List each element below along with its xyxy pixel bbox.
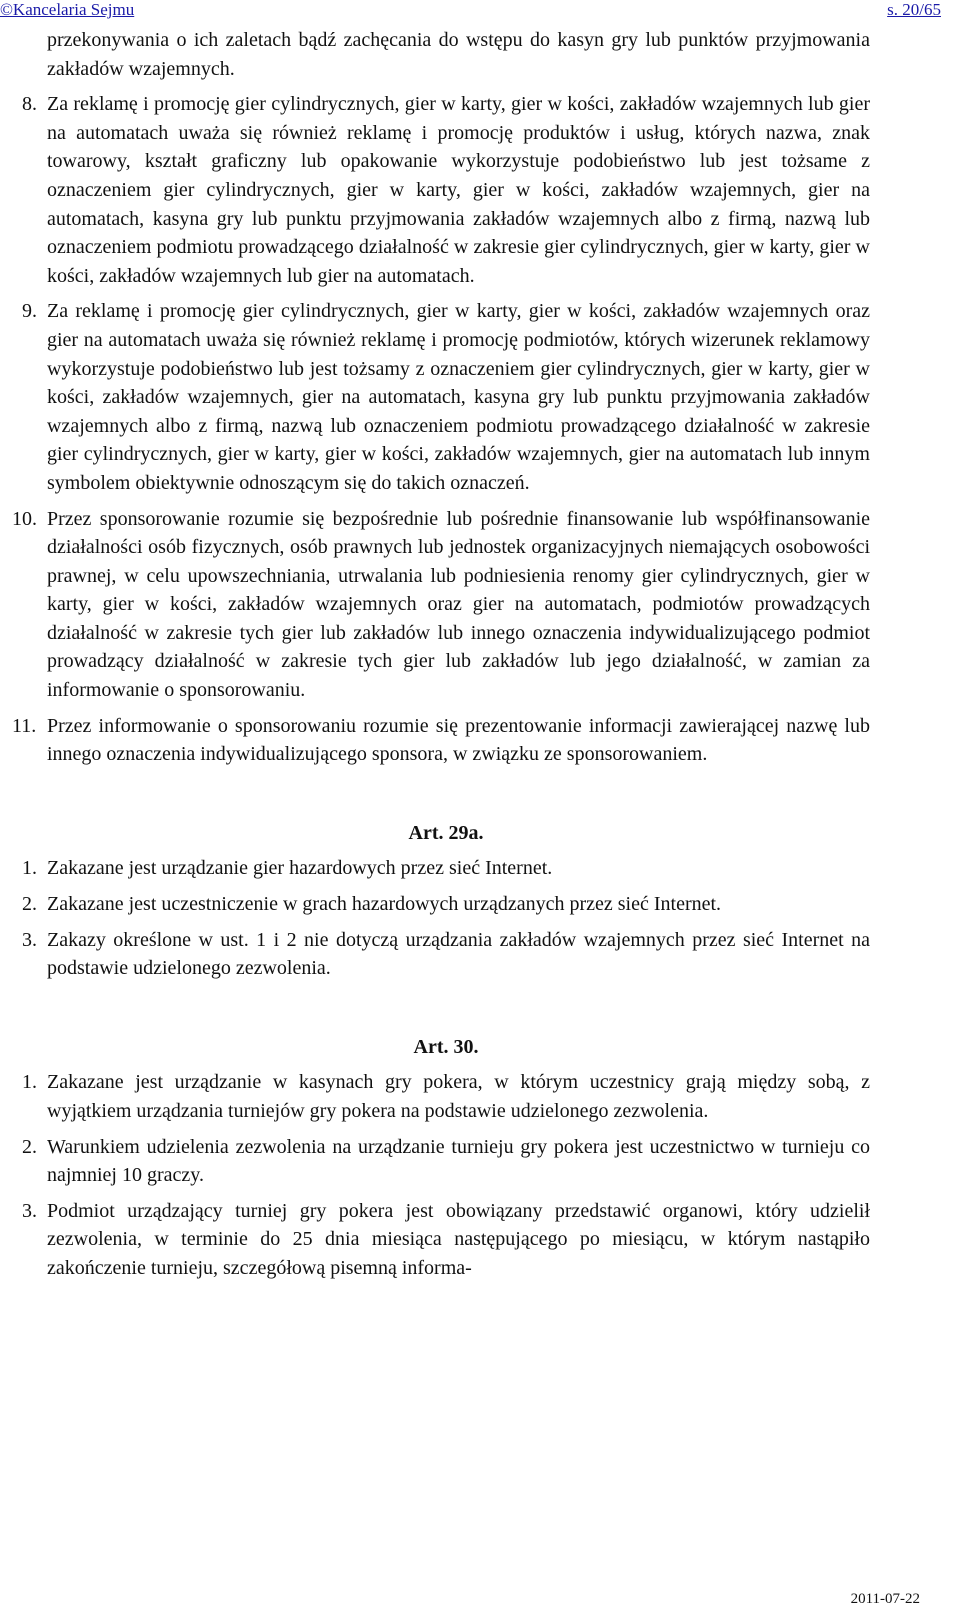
- continuation-paragraph: przekonywania o ich zaletach bądź zachęcania do wstępu do kasyn gry lub punktów przyjmowania zakładów wzajemnych.: [47, 29, 870, 80]
- paragraph-number: 1.: [22, 857, 37, 880]
- header-page-number[interactable]: [887, 0, 941, 20]
- art29a-paragraph-2: [22, 890, 870, 919]
- header-source[interactable]: [0, 0, 134, 20]
- paragraph-number: 10.: [12, 507, 37, 530]
- art30-paragraph-2: [22, 1133, 870, 1190]
- paragraph-number: 3.: [22, 1199, 37, 1222]
- paragraph-text: Podmiot urządzający turniej gry pokera jest obowiązany przedstawić organowi, który udzielił zezwolenia, w terminie do 25 dnia miesiąca następującego po miesiącu, w którym nastąpiło zakończenie turnieju, szczegółową pisemną informa-: [47, 1199, 870, 1279]
- paragraph-text: Za reklamę i promocję gier cylindrycznych, gier w karty, gier w kości, zakładów wzajemnych lub gier na automatach uważa się również reklamę i promocję produktów i usług, których nazwa, znak towarowy, kształt graficzny lub opakowanie wykorzystuje podobieństwo lub jest tożsame z oznaczeniem gier cylindrycznych, gier w karty, gier w kości, zakładów wzajemnych, gier na automatach, kasyna gry lub punktu przyjmowania zakładów wzajemnych albo z firmą, nazwą lub oznaczeniem podmiotu prowadzącego działalność w zakresie gier cylindrycznych, gier w karty, gier w kości, zakładów wzajemnych lub gier na automatach.: [47, 93, 870, 287]
- art29a-paragraph-3: [22, 926, 870, 983]
- paragraph-number: 2.: [22, 1135, 37, 1158]
- page-header: [0, 0, 960, 24]
- paragraph-text: Zakazane jest uczestniczenie w grach hazardowych urządzanych przez sieć Internet.: [47, 893, 722, 916]
- paragraph-number: 11.: [12, 714, 37, 737]
- paragraph-10: [12, 505, 870, 705]
- art29a-paragraph-1: [22, 854, 870, 883]
- page-number-link[interactable]: s. 20/65: [887, 0, 941, 19]
- paragraph-text: Zakazane jest urządzanie gier hazardowych przez sieć Internet.: [47, 857, 553, 880]
- paragraph-number: 1.: [22, 1071, 37, 1094]
- document-body: [12, 26, 870, 1283]
- article-30-heading: Art. 30.: [413, 1035, 479, 1058]
- footer-date: 2011-07-22: [850, 1591, 920, 1607]
- art30-paragraph-1: [22, 1068, 870, 1125]
- source-link[interactable]: ©Kancelaria Sejmu: [0, 0, 135, 19]
- paragraph-number: 8.: [22, 93, 37, 116]
- article-29a-heading: Art. 29a.: [408, 821, 484, 844]
- paragraph-text: Zakazane jest urządzanie w kasynach gry pokera, w którym uczestnicy grają między sobą, z wyjątkiem urządzania turniejów gry pokera na podstawie udzielonego zezwolenia.: [47, 1071, 870, 1122]
- paragraph-8: [22, 90, 870, 290]
- paragraph-number: 2.: [22, 893, 37, 916]
- paragraph-number: 3.: [22, 928, 37, 951]
- paragraph-text: Przez sponsorowanie rozumie się bezpośrednie lub pośrednie finansowanie lub współfinansowanie działalności osób fizycznych, osób prawnych lub jednostek organizacyjnych niemających osobowości prawnej, w celu upowszechniania, utrwalania lub podniesienia renomy gier cylindrycznych, gier w karty, gier w kości, zakładów wzajemnych oraz gier na automatach, podmiotów prowadzących działalność w zakresie tych gier lub zakładów lub innego oznaczenia indywidualizującego podmiot prowadzący działalność w zakresie tych gier lub zakładów lub jego działalność, w zamian za informowanie o sponsorowaniu.: [47, 507, 870, 702]
- paragraph-9: [22, 297, 870, 497]
- art30-paragraph-3: [22, 1197, 870, 1283]
- paragraph-text: Warunkiem udzielenia zezwolenia na urządzanie turnieju gry pokera jest uczestnictwo w turnieju co najmniej 10 graczy.: [47, 1135, 870, 1187]
- paragraph-text: Zakazy określone w ust. 1 i 2 nie dotyczą urządzania zakładów wzajemnych przez sieć Internet na podstawie udzielonego zezwolenia.: [47, 928, 870, 980]
- paragraph-text: Za reklamę i promocję gier cylindrycznych, gier w karty, gier w kości, zakładów wzajemnych oraz gier na automatach uważa się również reklamę i promocję podmiotów, których wizerunek reklamowy wykorzystuje podobieństwo lub jest tożsamy z oznaczeniem gier cylindrycznych, gier w karty, gier w kości, zakładów wzajemnych, gier na automatach, kasyna gry lub punktu przyjmowania zakładów wzajemnych albo z firmą, nazwą lub oznaczeniem podmiotu prowadzącego działalność w zakresie gier cylindrycznych, gier w karty, gier w kości, zakładów wzajemnych, gier na automatach lub innym symbolem obiektywnie odnoszącym się do takich oznaczeń.: [47, 300, 870, 494]
- paragraph-text: Przez informowanie o sponsorowaniu rozumie się prezentowanie informacji zawierającej nazwę lub innego oznaczenia indywidualizującego sponsora, w związku ze sponsorowaniem.: [47, 714, 870, 766]
- paragraph-11: [12, 712, 870, 769]
- paragraph-number: 9.: [22, 300, 37, 323]
